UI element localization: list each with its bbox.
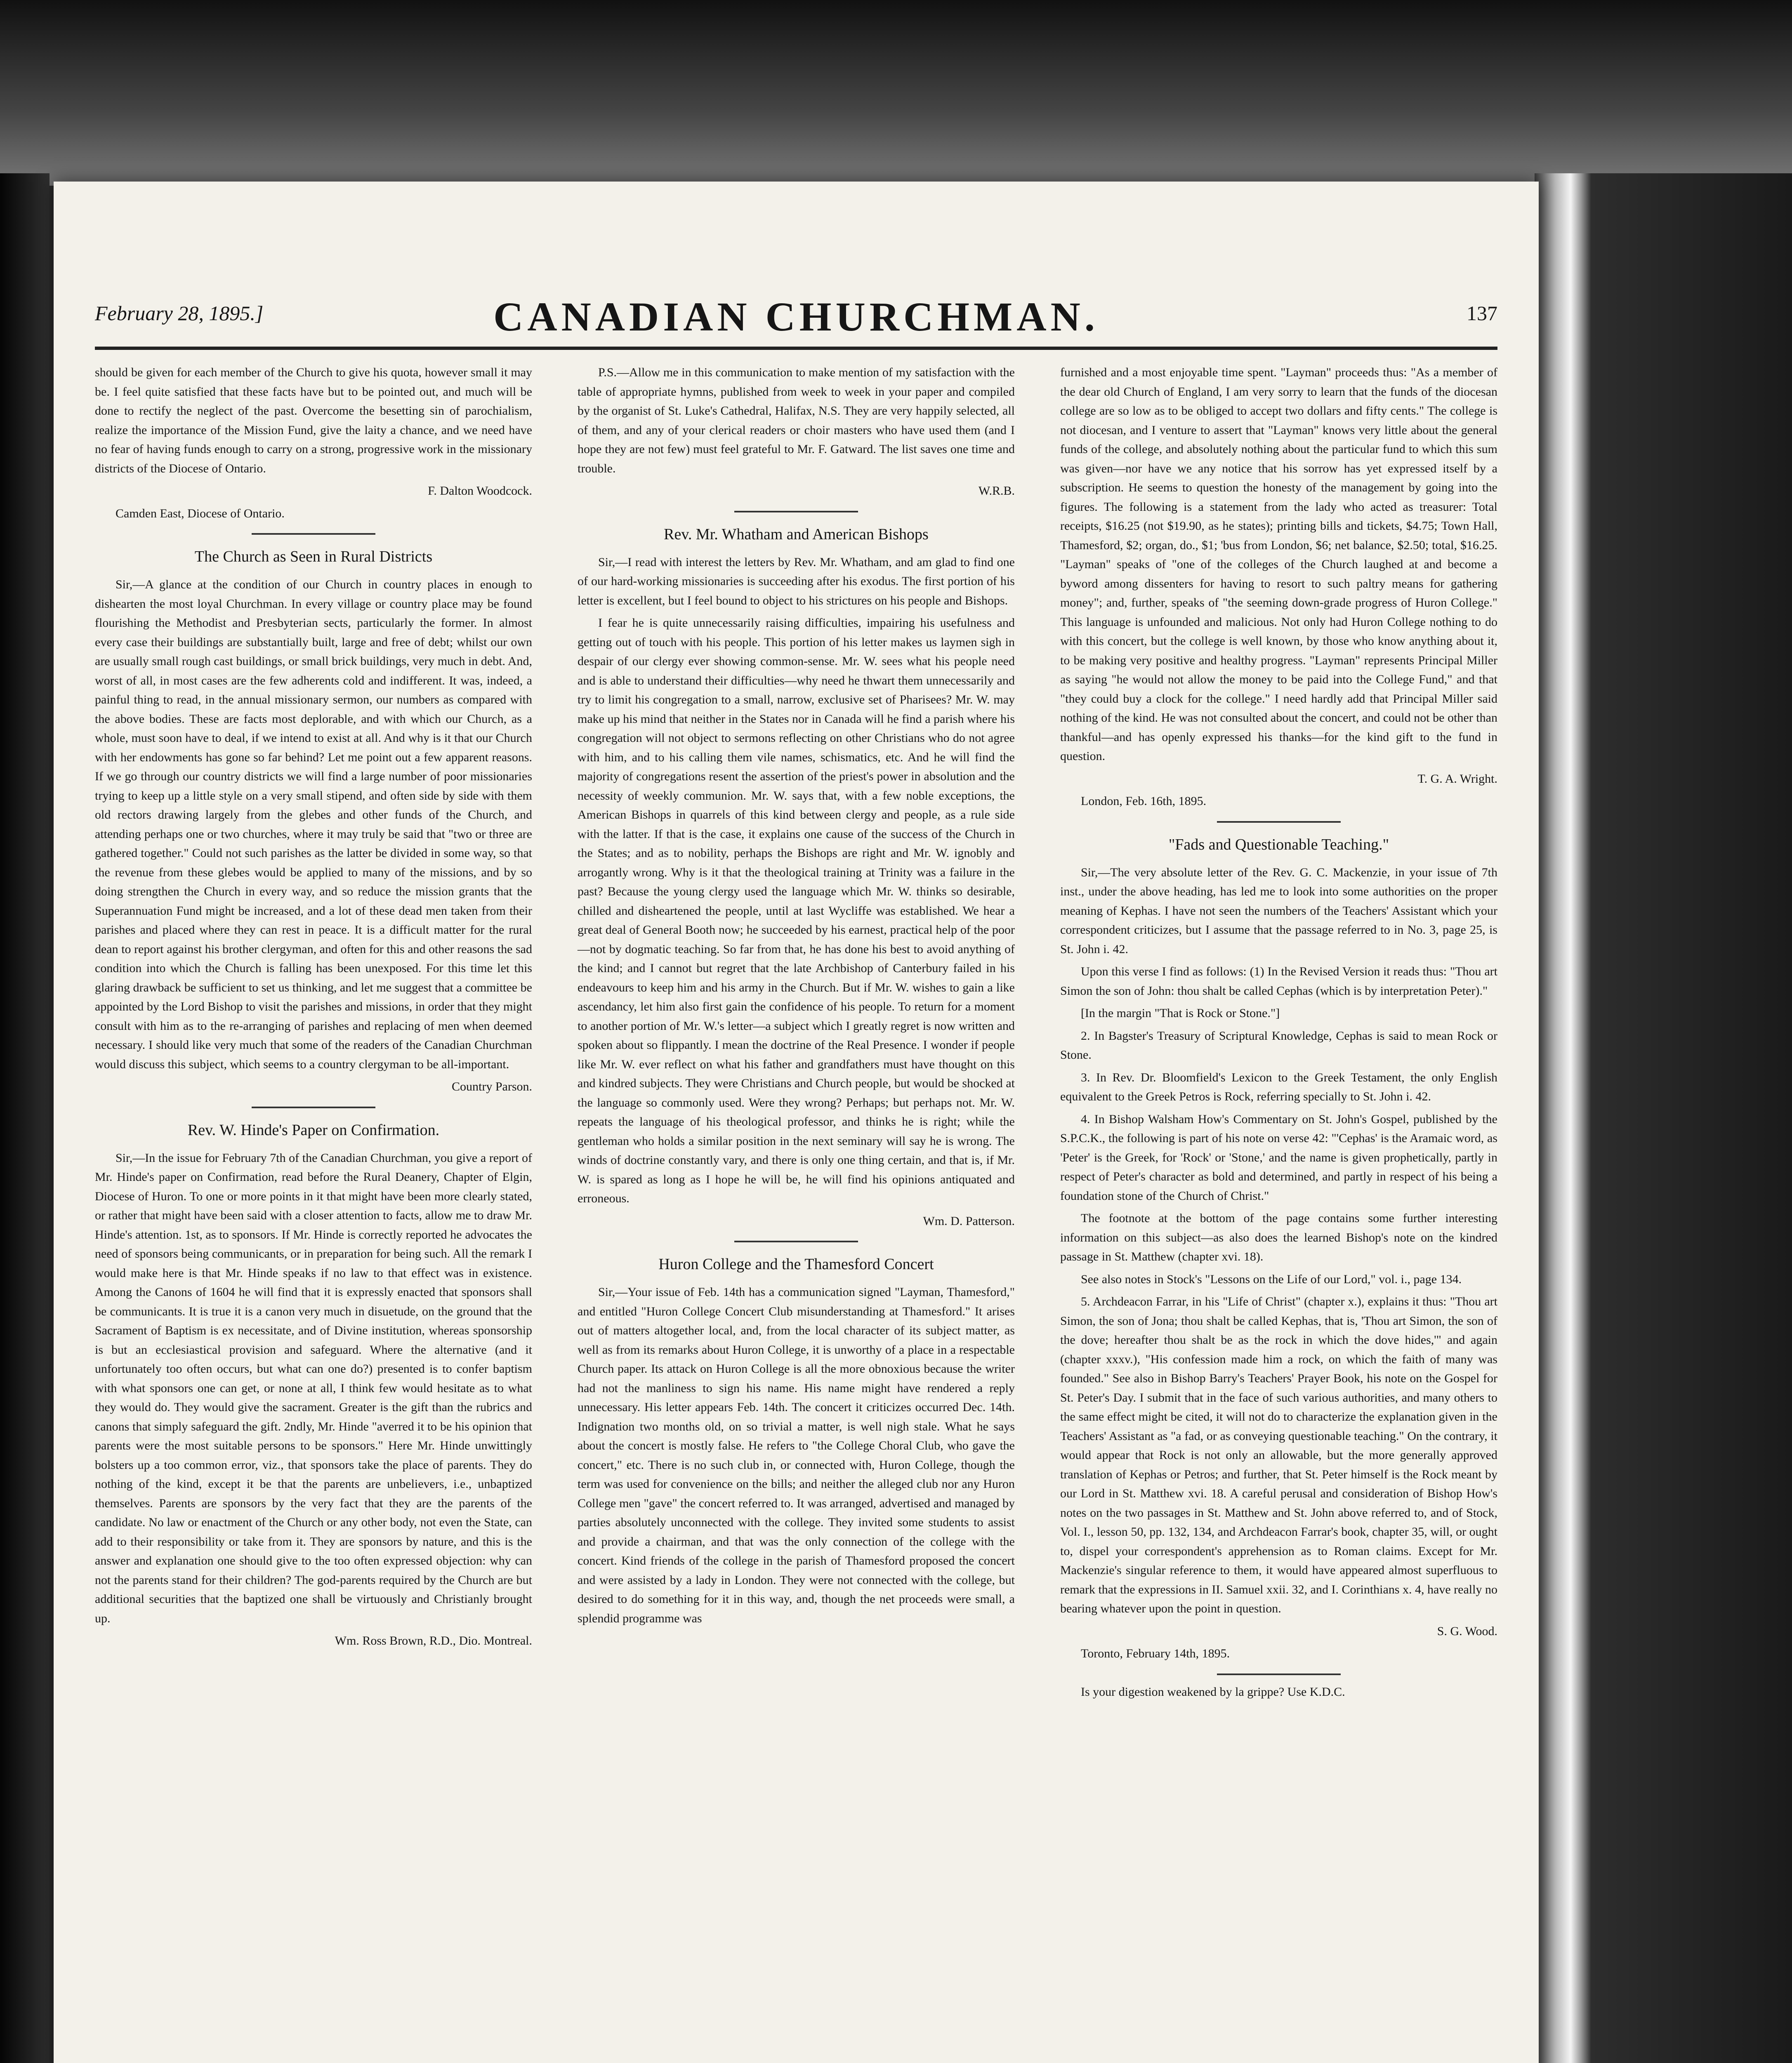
scanner-frame-left <box>0 173 50 2063</box>
article-body-fads-5: 3. In Rev. Dr. Bloomfield's Lexicon to the Greek Testament, the only English equivalent to the Greek Petros is Rock, referring specially to St. John i. 42. <box>1060 1070 1497 1103</box>
article-body-confirmation: Sir,—In the issue for February 7th of the Canadian Churchman, you give a report of Mr. Hinde's paper on Confirmation, read before the Rural Deanery, Chapter of Elgin, Diocese of Huron. To one or more points in it that might have been more clearly stated, or rather that might have been said with a closer attention to facts, allow me to draw Mr. Hinde's attention. 1st, as to sponsors. If Mr. Hinde is correctly reported he advocates the need of sponsors being communicants, or in preparation for being such. All the remark I would make here is that Mr. Hinde speaks if no law to that effect was in existence. Among the Canons of 1604 he will find that it is expressly enacted that sponsors shall be communicants. It is true it is a canon very much in disuetude, on the ground that the Sacrament of Baptism is ex necessitate, and of Divine institution, whereas sponsorship is but an ecclesiastical provision and safeguard. Where the alternative (and it unfortunately too often occurs, but what can one do?) presented is to confer baptism with what sponsors one can get, or none at all, I think few would hesitate as to what they would do. They would give the sacrament. Greater is the gift than the rubrics and canons that simply safeguard the gift. 2ndly, Mr. Hinde "averred it to be his opinion that parents were the most suitable persons to be sponsors." Here Mr. Hinde unwittingly bolsters up a too common error, viz., that sponsors take the place of parents. They do nothing of the kind, except it be that the parents are unbelievers, i.e., unbaptized themselves. Parents are sponsors by the very fact that they are the parents of the candidate. No law or enactment of the Church or any other body, not even the State, can add to their responsibility or take from it. They are sponsors by nature, and this is the answer and explanation one should give to the too often expressed objection: why can not the parents stand for their children? The god-parents required by the Church are but additional securities that the baptized one shall be virtuously and Christianly brought up. <box>95 1151 532 1625</box>
article-signature-huron-college: T. G. A. Wright. <box>1417 772 1497 786</box>
letter-intro-text: should be given for each member of the Church to give his quota, however small it may be. I feel quite satisfied that these facts have but to be pointed out, and much will be done to rectify the neglect of the past. Overcome the besetting sin of parochialism, realize the importance of the Mission Fund, give the laity a chance, and we need have no fear of having funds enough to carry on a strong, progressive work in the missionary districts of the Diocese of Ontario. <box>95 366 532 475</box>
article-signature-rural-districts: Country Parson. <box>452 1080 532 1093</box>
masthead-rule <box>95 347 1497 350</box>
column-2 <box>578 363 1015 1631</box>
newspaper-title: CANADIAN CHURCHMAN. <box>493 294 1099 340</box>
article-body-huron-college: Sir,—Your issue of Feb. 14th has a communication signed "Layman, Thamesford," and entitled "Huron College Concert Club misunderstanding at Thamesford." It arises out of matters altogether local, and, from the local character of its subject matter, as well as from its remarks about Huron College, it is unworthy of a place in a respectable Church paper. Its attack on Huron College is all the more obnoxious because the writer had not the manliness to sign his name. His name might have rendered a reply unnecessary. His letter appears Feb. 14th. The concert it criticizes occurred Dec. 14th. Indignation two months old, on so trivial a matter, is well nigh stale. What he says about the concert is mostly false. He refers to "the College Choral Club, who gave the concert," etc. There is no such club in, or connected with, Huron College, though the term was used for convenience on the bills; and neither the alleged club nor any Huron College men "gave" the concert referred to. It was arranged, advertised and managed by parties absolutely unconnected with the college. They invited some students to assist and provide a chairman, and that was the only connection of the college with the concert. Kind friends of the college in the parish of Thamesford proposed the concert and were assisted by a lady in London. They were not connected with the college, but desired to do something for it in this way, and, though the net proceeds were small, a splendid programme was <box>578 1285 1015 1625</box>
page-number: 137 <box>1467 302 1497 325</box>
issue-date: February 28, 1895.] <box>95 302 264 325</box>
article-separator <box>1217 1674 1341 1675</box>
article-title-fads: "Fads and Questionable Teaching." <box>1168 836 1389 853</box>
article-body-fads-8: See also notes in Stock's "Lessons on the Life of our Lord," vol. i., page 134. <box>1081 1272 1462 1286</box>
article-title-huron-college: Huron College and the Thamesford Concert <box>658 1256 934 1273</box>
article-body-fads-7: The footnote at the bottom of the page contains some further interesting information on this subject—as also does the learned Bishop's note on the kindred passage in St. Matthew (chapter xvi. 18). <box>1060 1211 1497 1263</box>
article-signature-fads: S. G. Wood. <box>1437 1624 1497 1638</box>
article-title-american-bishops: Rev. Mr. Whatham and American Bishops <box>664 525 929 543</box>
book-spine-right <box>1535 173 1792 2063</box>
article-signature-confirmation: Wm. Ross Brown, R.D., Dio. Montreal. <box>335 1634 532 1648</box>
article-body-fads-9: 5. Archdeacon Farrar, in his "Life of Christ" (chapter x.), explains it thus: "Thou art Simon, the son of Jona; thou shalt be called Kephas, that is, 'Thou art Simon, the son of the dove; hereafter thou shalt be as the rock in which the dove hides,'" and again (chapter xxxv.), "His confession made him a rock, on which the faith of many was founded." See also in Bishop Barry's Teachers' Prayer Book, his note on the Gospel for St. Peter's Day. I submit that in the face of such various authorities, and many others to the same effect might be cited, it will not do to characterize the explanation given in the Teachers' Assistant as "a fad, or as conveying questionable teaching." On the contrary, it would appear that Rock is not only an allowable, but the more generally approved translation of Kephas or Petros; and further, that St. Peter himself is the Rock meant by our Lord in St. Matthew xvi. 18. A careful perusal and consideration of Bishop How's notes on the two passages in St. Matthew and St. John above referred to, and of Stock, Vol. I., lesson 50, pp. 132, 134, and Archdeacon Farrar's book, chapter 35, will, or ought to, dispel your correspondent's apprehension as to Roman claims. Except for Mr. Mackenzie's singular reference to them, it would have appeared almost superfluous to remark that the expressions in II. Samuel xxii. 32, and I. Corinthians x. 4, have really no bearing whatever upon the point in question. <box>1060 1295 1497 1615</box>
article-signature-american-bishops: Wm. D. Patterson. <box>923 1214 1015 1228</box>
article-separator <box>252 533 375 535</box>
article-title-rural-districts: The Church as Seen in Rural Districts <box>194 548 433 565</box>
article-separator <box>1217 821 1341 823</box>
postscript-text: P.S.—Allow me in this communication to make mention of my satisfaction with the table of appropriate hymns, published from week to week in your paper and compiled by the organist of St. Luke's Cathedral, Halifax, N.S. They are very happily selected, all of them, and any of your clerical readers or choir masters who have used them (and I hope they are not few) must feel grateful to Mr. F. Gatward. The list saves one time and trouble. <box>578 366 1015 475</box>
article-body-fads-4: 2. In Bagster's Treasury of Scriptural Knowledge, Cephas is said to mean Rock or Stone. <box>1060 1029 1497 1062</box>
article-place-huron-college: London, Feb. 16th, 1895. <box>1081 794 1207 808</box>
article-separator <box>252 1107 375 1108</box>
article-body-fads-6: 4. In Bishop Walsham How's Commentary on St. John's Gospel, published by the S.P.C.K., the following is part of his note on verse 42: "'Cephas' is the Aramaic word, as 'Peter' is the Greek, for 'Rock' or 'Stone,' and the name is given prophetically, partly in respect of Peter's character as bold and determined, and partly in respect of his being a foundation stone of the Church of Christ." <box>1060 1112 1497 1203</box>
article-body-rural-districts: Sir,—A glance at the condition of our Church in country places in enough to dishearten the most loyal Churchman. In every village or country place may be found flourishing the Methodist and Presbyterian sects, particularly the former. In almost every case their buildings are substantially built, large and free of debt; whilst our own are usually small rough cast buildings, or small brick buildings, very much in debt. And, worst of all, in most cases are the few adherents cold and indifferent. It was, indeed, a painful thing to read, in the annual missionary sermon, our numbers as compared with the above bodies. These are facts most deplorable, and with which our Church, as a whole, must soon have to deal, if we intend to exist at all. And why is it that our Church with her endowments has gone so far behind? Let me point out a few apparent reasons. If we go through our country districts we will find a large number of poor missionaries trying to keep up a little style on a very small stipend, and often side by side with them old rectors drawing largely from the glebes and other funds of the Church, and attending perhaps one or two churches, where it may truly be said that "two or three are gathered together." Could not such parishes as the latter be divided in some way, so that the revenue from these glebes would be applied to many of the missions, and by so doing strengthen the Church in every way, and so reduce the mission grants that the Superannuation Fund might be increased, and a lot of these dead men taken from their parishes and placed where they can rest in peace. It is a difficult matter for the rural dean to report against his brother clergyman, and often for this and other reasons the sad condition into which the Church is falling has been unexposed. For this time let this glaring drawback be sufficient to set us thinking, and let me suggest that a committee be appointed by the Lord Bishop to visit the parishes and missions, in order that they might consult with him as to the re-arranging of parishes and replacing of men when deemed necessary. I should like very much that some of the readers of the Canadian Churchman would discuss this subject, which seems to a country clergyman to be all-important. <box>95 578 532 1071</box>
article-body-fads-2: Upon this verse I find as follows: (1) In the Revised Version it reads thus: "Thou art Simon the son of John: thou shalt be called Cephas (which is by interpretation Peter)." <box>1060 965 1497 998</box>
article-place-fads: Toronto, February 14th, 1895. <box>1081 1647 1230 1660</box>
article-body-american-bishops-2: I fear he is quite unnecessarily raising difficulties, impairing his usefulness and getting out of touch with his people. This portion of his letter makes us laymen sigh in despair of our clergy ever showing common-sense. Mr. W. sees what his people need and is able to understand their difficulties—why need he thwart them unnecessarily and try to limit his congregation to a small, narrow, exclusive set of Pharisees? Mr. W. may make up his mind that neither in the States nor in Canada will he find a parish where his congregation will not object to sermons reflecting on other Christians who do not agree with him, and to his calling them vile names, schismatics, etc. And he will find the majority of congregations resent the assertion of the priest's power in absolution and the necessity of weekly communion. Mr. W. says that, with a few noble exceptions, the American Bishops in quarrels of this kind between clergy and people, as a rule side with the latter. If that is the case, it explains one cause of the success of the Church in the States; and as to nobility, perhaps the Bishops are right and Mr. W. ignobly and arrogantly wrong. Why is it that the theological training at Trinity was a failure in the past? Because the young clergy used the language which Mr. W. thinks so desirable, chilled and disheartened the people, until at last Wycliffe was established. We hear a great deal of General Booth now; he succeeded by his earnest, practical help of the poor—not by dogmatic teaching. So far from that, he has done his best to avoid anything of the kind; and I cannot but regret that the late Archbishop of Canterbury failed in his endeavours to keep him and his army in the Church. But if Mr. W. wishes to gain a like ascendancy, let him also first gain the confidence of his people. To return for a moment to another portion of Mr. W.'s letter—a subject which I greatly regret is now written and spoken about so flippantly. I mean the doctrine of the Real Presence. I wonder if people like Mr. W. ever reflect on what his father and grandfathers must have thought on this and kindred subjects. They were Christians and Church people, but would be shocked at the language so commonly used. Were they wrong? Perhaps; but perhaps not. Mr. W. repeats the language of his theological professor, and thinks he is right; while the gentleman who holds a similar position in the next seminary will say he is wrong. The winds of doctrine constantly vary, and there is only one thing certain, and that is, if Mr. W. is spared as long as I hope he will be, he will find his opinions antiquated and erroneous. <box>578 616 1015 1205</box>
postscript-signature: W.R.B. <box>978 484 1015 498</box>
letter-place: Camden East, Diocese of Ontario. <box>116 506 285 520</box>
masthead <box>95 293 1497 342</box>
letter-signature: F. Dalton Woodcock. <box>428 484 532 498</box>
column-1 <box>95 363 532 1654</box>
article-separator <box>734 511 858 512</box>
scanner-frame-top <box>0 0 1792 186</box>
advertisement-kdc: Is your digestion weakened by la grippe? Use K.D.C. <box>1081 1685 1345 1699</box>
article-title-confirmation: Rev. W. Hinde's Paper on Confirmation. <box>187 1121 440 1139</box>
article-body-american-bishops-1: Sir,—I read with interest the letters by Rev. Mr. Whatham, and am glad to find one of our hard-working missionaries is succeeding after his exodus. The first portion of his letter is excellent, but I feel bound to object to his strictures on his people and Bishops. <box>578 555 1015 607</box>
article-separator <box>734 1241 858 1242</box>
article-body-fads-3: [In the margin "That is Rock or Stone."] <box>1081 1006 1280 1020</box>
article-body-huron-college-continued: furnished and a most enjoyable time spent. "Layman" proceeds thus: "As a member of the dear old Church of England, I am very sorry to learn that the funds of the diocesan college are so low as to be obliged to accept two dollars and fifty cents." The college is not diocesan, and I venture to assert that "Layman" knows very little about the general funds of the college, and absolutely nothing about the particular fund to which this sum was given—nor have we any notice that his sorrow has yet expressed itself by a subscription. He seems to question the honesty of the management by going into the figures. The following is a statement from the lady who acted as treasurer: Total receipts, $16.25 (not $19.90, as he states); printing bills and tickets, $4.75; Town Hall, Thamesford, $2; organ, do., $1; 'bus from London, $6; net balance, $2.50; total, $16.25. "Layman" speaks of "one of the colleges of the Church laughed at and become a byword among dissenters for having to resort to such paltry means for gathering money"; and, further, speaks of "the seeming down-grade progress of Huron College." This language is unfounded and malicious. Not only had Huron College nothing to do with this concert, but the college is well known, by those who know anything about it, to be making very positive and healthy progress. "Layman" represents Principal Miller as saying "he would not allow the money to be paid into the College Fund," and that "they could buy a clock for the college." I need hardly add that Principal Miller said nothing of the kind. He was not consulted about the concert, and could not be other than thankful—and has openly expressed his thanks—for the kind gift to the fund in question. <box>1060 366 1497 763</box>
article-body-fads-1: Sir,—The very absolute letter of the Rev. G. C. Mackenzie, in your issue of 7th inst., under the above heading, has led me to look into some authorities on the proper meaning of Kephas. I have not seen the numbers of the Teachers' Assistant which your correspondent criticizes, but I assume that the passage referred to in No. 3, page 25, is St. John i. 42. <box>1060 865 1497 956</box>
newspaper-page <box>54 182 1539 2063</box>
column-3 <box>1060 363 1497 1705</box>
